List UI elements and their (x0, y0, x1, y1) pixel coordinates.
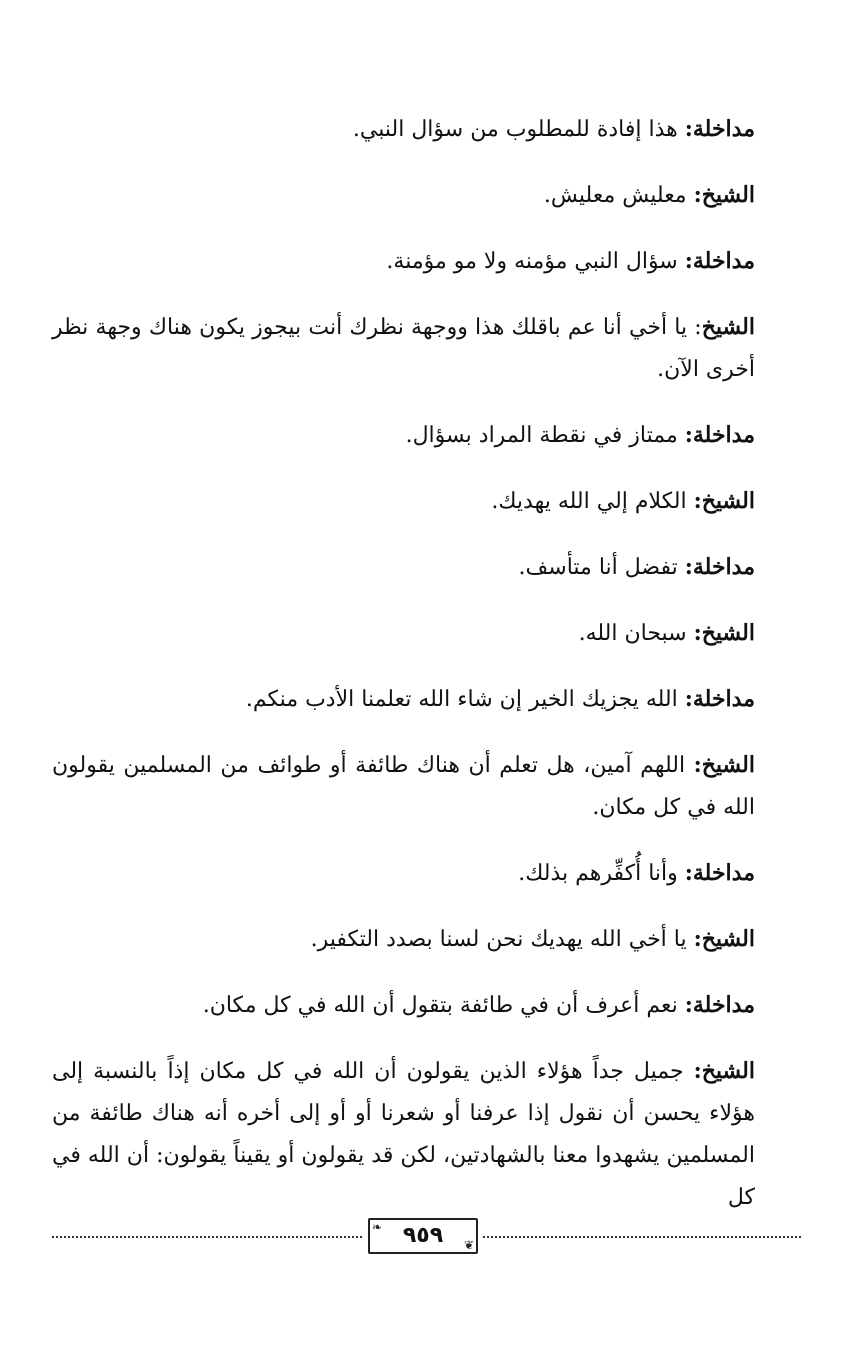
paragraph-text: سؤال النبي مؤمنه ولا مو مؤمنة. (386, 249, 685, 274)
speaker-label: مداخلة: (684, 422, 755, 448)
dialogue-text (52, 108, 755, 1242)
dotted-rule-right (483, 1236, 801, 1238)
paragraph-text: نعم أعرف أن في طائفة بتقول أن الله في كل مكان. (202, 993, 685, 1018)
speaker-label: مداخلة: (684, 554, 755, 580)
paragraph-text: اللهم آمين، هل تعلم أن هناك طائفة أو طوائف من المسلمين يقولون الله في كل مكان. (52, 753, 755, 820)
dialogue-paragraph (52, 678, 755, 721)
paragraph-text: هذا إفادة للمطلوب من سؤال النبي. (352, 117, 685, 142)
paragraph-text: ممتاز في نقطة المراد بسؤال. (405, 423, 685, 448)
dialogue-paragraph (52, 546, 755, 589)
speaker-label: الشيخ: (693, 620, 755, 646)
dialogue-paragraph (52, 744, 755, 829)
dialogue-paragraph (52, 306, 755, 391)
corner-ornament-icon: ❦ (463, 1238, 474, 1252)
page-footer (52, 1214, 801, 1260)
dialogue-paragraph (52, 480, 755, 523)
speaker-label: مداخلة: (684, 248, 755, 274)
speaker-label: مداخلة: (684, 992, 755, 1018)
dialogue-paragraph (52, 852, 755, 895)
corner-ornament-icon: ❧ (372, 1220, 383, 1234)
dotted-rule-left (52, 1236, 362, 1238)
paragraph-text: : يا أخي أنا عم باقلك هذا ووجهة نظرك أنت بيجوز يكون هناك وجهة نظر أخرى الآن. (52, 315, 755, 382)
dialogue-paragraph (52, 984, 755, 1027)
speaker-label: الشيخ: (693, 926, 755, 952)
paragraph-text: الكلام إلي الله يهديك. (491, 489, 694, 514)
dialogue-paragraph (52, 240, 755, 283)
speaker-label: الشيخ: (693, 752, 755, 778)
speaker-label: مداخلة: (684, 860, 755, 886)
speaker-label: الشيخ: (693, 488, 755, 514)
speaker-label: الشيخ (701, 314, 755, 340)
paragraph-text: تفضل أنا متأسف. (518, 555, 685, 580)
speaker-label: مداخلة: (684, 686, 755, 712)
dialogue-paragraph (52, 108, 755, 151)
dialogue-paragraph (52, 1050, 755, 1219)
speaker-label: مداخلة: (684, 116, 755, 142)
page-number: ٩٥٩ (402, 1223, 444, 1248)
page-number-frame (368, 1218, 478, 1254)
paragraph-text: وأنا أُكفِّرهم بذلك. (518, 861, 685, 886)
speaker-label: الشيخ: (693, 182, 755, 208)
paragraph-text: الله يجزيك الخير إن شاء الله تعلمنا الأدب منكم. (245, 687, 685, 712)
dialogue-paragraph (52, 174, 755, 217)
dialogue-paragraph (52, 414, 755, 457)
speaker-label: الشيخ: (693, 1058, 755, 1084)
dialogue-paragraph (52, 918, 755, 961)
paragraph-text: سبحان الله. (578, 621, 694, 646)
dialogue-paragraph (52, 612, 755, 655)
paragraph-text: جميل جداً هؤلاء الذين يقولون أن الله في كل مكان إذاً بالنسبة إلى هؤلاء يحسن أن نقول إذا عرفنا أو شعرنا أو أو إلى أخره أنه هناك طائفة من المسلمين يشهدوا معنا بالشهادتين، لكن قد يقولون أو يقيناً يقولون: أن الله في كل (52, 1059, 755, 1210)
paragraph-text: معليش معليش. (543, 183, 694, 208)
paragraph-text: يا أخي الله يهديك نحن لسنا بصدد التكفير. (310, 927, 694, 952)
